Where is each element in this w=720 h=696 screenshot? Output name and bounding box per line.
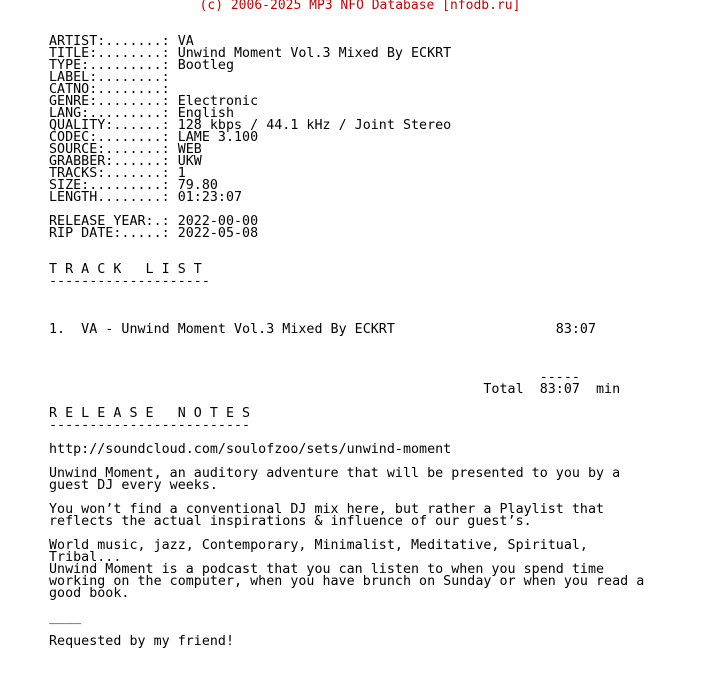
copyright-header: (c) 2006-2025 MP3 NFO Database [nfodb.ru] xyxy=(199,0,521,13)
nfo-text: ARTIST:.......: VA TITLE:........: Unwind Moment Vol.3 Mixed By ECKRT TYPE:.........: Bootleg LABEL:........: CATNO:........: GENRE:........: Electronic LANG:.........: English QUALITY:......: 128 kbps / 44.1 kHz / Joint Stereo CODEC:........: LAME 3.100 SOURCE:.......: WEB GRABBER:......: UKW TRACKS:.......: 1 SIZE:.........: 79.80 LENGTH........: 01:23:07 RELEASE YEAR:.: 2022-00-00 RIP DATE:.....: 2022-05-08 T R A C K L I S T -------------------- 1. VA - Unwind Moment Vol.3 Mixed By ECKRT 83:07 ----- Total 83:07 min R E L E A S E N O T E S ------------------------- http://soundcloud.com/soulofzoo/sets/unwind-moment Unwind Moment, an auditory adventure that will be presented to you by a guest DJ every weeks. You won’t find a conventional DJ mix here, but rather a Playlist that reflects the actual inspirations & influence of our guest’s. World music, jazz, Contemporary, Minimalist, Meditative, Spiritual, Tribal... Unwind Moment is a podcast that you can listen to when you spend time working on the computer, when you have brunch on Sunday or when you read a good book. ____ Requested by my friend! xyxy=(49,34,645,649)
